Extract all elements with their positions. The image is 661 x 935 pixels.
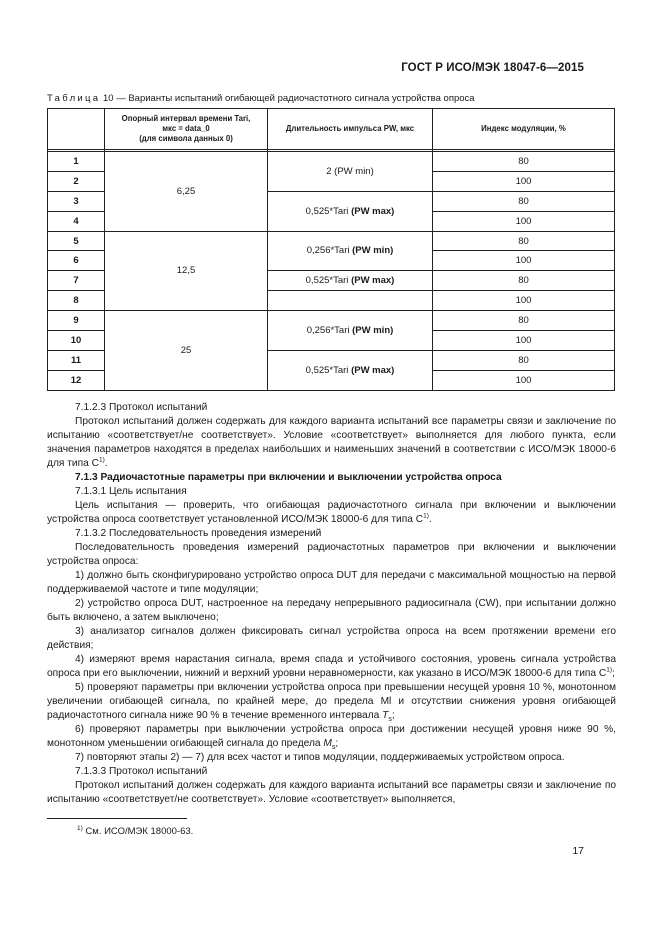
pw-label: (PW max) bbox=[351, 275, 395, 287]
pw-cell bbox=[268, 350, 433, 390]
modulation-cell: 100 bbox=[433, 370, 615, 390]
row-number: 2 bbox=[48, 171, 105, 191]
pw-formula: 0,525*Tari bbox=[305, 364, 352, 376]
list-item: 7) повторяют этапы 2) — 7) для всех частот и типов модуляции, поддерживаемых устройством опроса. bbox=[75, 752, 565, 763]
list-item: 6) проверяют параметры при выключении устройства опроса при достижении несущей уровня ниже 90 %, монотонном уменьшении огибающей сигнала до предела $M_s$; bbox=[47, 724, 616, 752]
header-modulation-index: Индекс модуляции, % bbox=[433, 109, 615, 150]
pw-label: (PW max) bbox=[351, 364, 395, 376]
header-pulse-width: Длительность импульса PW, мкс bbox=[268, 109, 433, 150]
table-row bbox=[48, 231, 615, 251]
footnote-ref: 1) bbox=[606, 666, 613, 674]
row-number: 8 bbox=[48, 291, 105, 311]
header-tari: Опорный интервал времени Tari, мкс = data_0 (для символа данных 0) bbox=[105, 109, 268, 150]
paragraph: Цель испытания — проверить, что огибающая радиочастотного сигнала при включении и выключении устройства опроса соответствует установленной ИСО/МЭК 18000-6 для типа $С^{1)}$. bbox=[47, 500, 616, 525]
pw-label: (PW max) bbox=[351, 205, 395, 217]
tari-cell: 12,5 bbox=[105, 231, 268, 311]
list-item: 4) измеряют время нарастания сигнала, время спада и устойчивого состояния, уровень сигнала устройства опроса при его выключении, нижний и верхний уровни неравномерности, как указано в ИСО/МЭК 18000-6 для типа $С^{1)}$; bbox=[47, 654, 616, 679]
footnote-divider bbox=[47, 818, 187, 819]
list-item: 1) должно быть сконфигурировано устройство опроса DUT для передачи с максимальной мощностью на первой поддерживаемой частоте и типе модуляции; bbox=[47, 570, 616, 595]
footnote-text: См. ИСО/МЭК 18000-63. bbox=[82, 826, 194, 837]
row-number: 11 bbox=[48, 350, 105, 370]
pw-cell bbox=[268, 311, 433, 351]
modulation-cell: 80 bbox=[433, 311, 615, 331]
page-number: 17 bbox=[572, 845, 584, 857]
pw-formula: 0,525*Tari bbox=[305, 275, 352, 287]
row-number: 9 bbox=[48, 311, 105, 331]
row-number: 7 bbox=[48, 271, 105, 291]
paragraph: Протокол испытаний должен содержать для каждого варианта испытаний все параметры связи и заключение по испытанию «соответствует/не соответствует». Условие «соответствует» выполняется, bbox=[47, 780, 616, 805]
section-heading: 7.1.3 Радиочастотные параметры при включении и выключении устройства опроса bbox=[75, 472, 502, 483]
modulation-cell: 100 bbox=[433, 171, 615, 191]
row-number: 12 bbox=[48, 370, 105, 390]
table-caption-text: 10 — Варианты испытаний огибающей радиочастотного сигнала устройства опроса bbox=[100, 93, 475, 104]
test-variants-table bbox=[47, 108, 615, 391]
body-text bbox=[47, 401, 616, 807]
row-number: 6 bbox=[48, 251, 105, 271]
footnote-ref: 1) bbox=[423, 512, 429, 520]
document-header: ГОСТ Р ИСО/МЭК 18047-6—2015 bbox=[401, 62, 584, 74]
modulation-cell: 80 bbox=[433, 231, 615, 251]
paragraph: Последовательность проведения измерений радиочастотных параметров при включении и выключении устройства опроса: bbox=[47, 542, 616, 567]
list-item: 5) проверяют параметры при включении устройства опроса при превышении несущей уровня 10 %, монотонном увеличении огибающей сигнала, по крайней мере, до предела Ml и отсутствии снижения уровня огибающей радиочастотного сигнала ниже 90 % в течение временного интервала $T_s$; bbox=[47, 682, 616, 724]
modulation-cell: 100 bbox=[433, 251, 615, 271]
pw-value: 2 (PW min) bbox=[326, 165, 374, 177]
pw-label: (PW min) bbox=[352, 245, 394, 257]
table-caption-label: Таблица bbox=[47, 93, 101, 104]
list-item: 3) анализатор сигналов должен фиксировать сигнал устройства опроса на всем протяжении времени его действия; bbox=[47, 626, 616, 651]
pw-cell bbox=[268, 191, 433, 231]
pw-cell-empty bbox=[268, 291, 433, 311]
row-number: 10 bbox=[48, 331, 105, 351]
pw-cell bbox=[268, 152, 433, 192]
table-row bbox=[48, 152, 615, 172]
row-number: 1 bbox=[48, 152, 105, 172]
pw-label: (PW min) bbox=[352, 325, 394, 337]
tari-cell: 6,25 bbox=[105, 152, 268, 232]
modulation-cell: 100 bbox=[433, 211, 615, 231]
row-number: 3 bbox=[48, 191, 105, 211]
pw-cell bbox=[268, 231, 433, 271]
row-number: 4 bbox=[48, 211, 105, 231]
modulation-cell: 80 bbox=[433, 191, 615, 211]
footnote-ref: 1) bbox=[98, 456, 105, 464]
row-number: 5 bbox=[48, 231, 105, 251]
modulation-cell: 80 bbox=[433, 271, 615, 291]
footnote-mark: 1) bbox=[77, 824, 83, 832]
header-number bbox=[48, 109, 105, 150]
modulation-cell: 100 bbox=[433, 291, 615, 311]
pw-cell bbox=[268, 271, 433, 291]
pw-formula: 0,256*Tari bbox=[306, 245, 353, 257]
list-item: 2) устройство опроса DUT, настроенное на передачу непрерывного радиосигнала (CW), при испытании должно быть включено, а затем выключено; bbox=[47, 598, 616, 623]
section-heading: 7.1.2.3 Протокол испытаний bbox=[75, 402, 208, 413]
tari-cell: 25 bbox=[105, 311, 268, 391]
table-caption bbox=[47, 93, 475, 104]
table-header-row bbox=[48, 109, 615, 150]
modulation-cell: 80 bbox=[433, 350, 615, 370]
pw-formula: 0,256*Tari bbox=[306, 325, 353, 337]
section-heading: 7.1.3.2 Последовательность проведения измерений bbox=[75, 528, 322, 539]
table-row bbox=[48, 311, 615, 331]
section-heading: 7.1.3.3 Протокол испытаний bbox=[75, 766, 208, 777]
section-heading: 7.1.3.1 Цель испытания bbox=[75, 486, 187, 497]
pw-formula: 0,525*Tari bbox=[305, 205, 352, 217]
modulation-cell: 100 bbox=[433, 331, 615, 351]
paragraph: Протокол испытаний должен содержать для каждого варианта испытаний все параметры связи и заключение по испытанию «соответствует/не соответствует». Условие «соответствует» выполняется для любого пункта, если значения параметров находятся в пределах наибольших и наименьших значений в соответствии с ИСО/МЭК 18000-6 для типа $С^{1)}$. bbox=[47, 416, 616, 469]
modulation-cell: 80 bbox=[433, 152, 615, 172]
footnote bbox=[77, 826, 193, 837]
